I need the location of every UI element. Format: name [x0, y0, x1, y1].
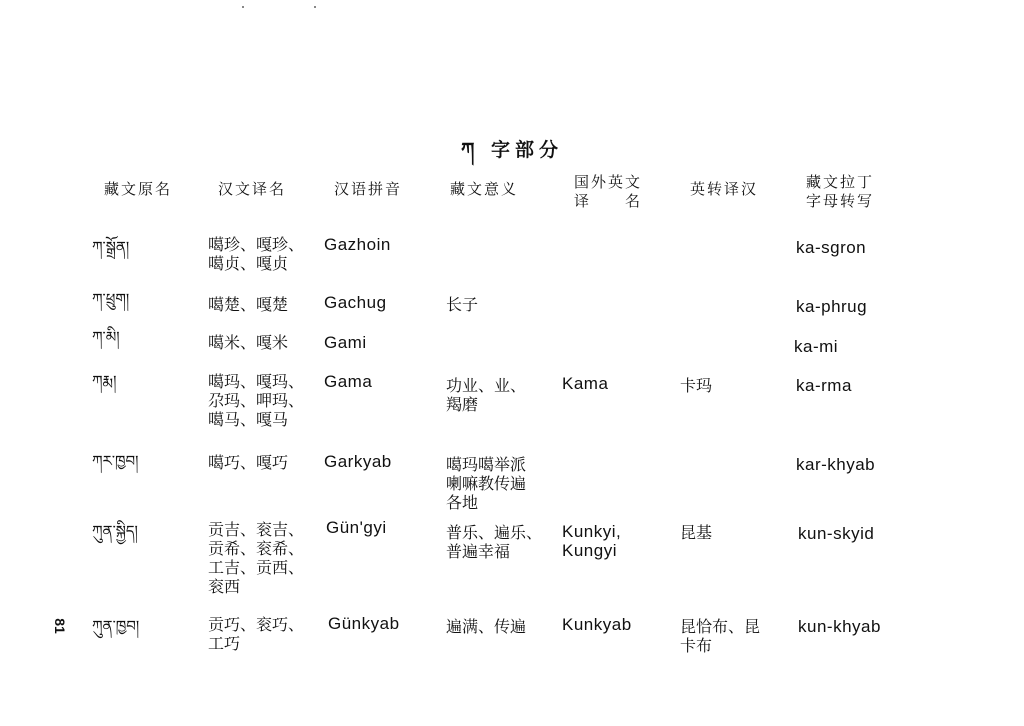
cell-pinyin: Gama [324, 372, 373, 391]
cell-chinese: 噶米、嘎米 [208, 333, 289, 352]
header-latin: 藏文拉丁 字母转写 [806, 173, 875, 210]
cell-chinese: 噶玛、嘎玛、 尕玛、呷玛、 噶马、嘎马 [208, 372, 305, 429]
cell-tibetan: ཀ་མི། [92, 328, 120, 346]
cell-latin: kar-khyab [796, 455, 876, 474]
cell-pinyin: Gachug [324, 293, 387, 312]
cell-tibetan: ཀུན་ཁྱབ། [92, 617, 140, 635]
cell-meaning: 遍满、传遍 [446, 617, 527, 636]
cell-pinyin: Gün'gyi [326, 518, 387, 537]
cell-chinese: 噶珍、嘎珍、 噶贞、嘎贞 [208, 235, 305, 273]
cell-latin: ka-mi [794, 337, 839, 356]
cell-tibetan: ཀར་ཁྱབ། [92, 452, 139, 470]
cell-english: Kunkyi, Kungyi [562, 522, 622, 560]
cell-english: Kunkyab [562, 615, 632, 634]
cell-latin: ka-rma [796, 376, 852, 395]
header-transliteration: 英转译汉 [690, 180, 759, 198]
cell-chinese: 贡吉、衮吉、 贡希、衮希、 工吉、贡西、 衮西 [208, 520, 305, 596]
cell-latin: kun-khyab [798, 617, 881, 636]
cell-pinyin: Gazhoin [324, 235, 391, 254]
cell-tibetan: ཀུན་སྐྱིད། [92, 522, 138, 540]
cell-pinyin: Garkyab [324, 452, 392, 471]
header-chinese-name: 汉文译名 [218, 180, 287, 198]
cell-meaning: 功业、业、 羯磨 [446, 376, 527, 414]
cell-transliteration: 卡玛 [680, 376, 713, 395]
cell-tibetan: ཀརྨ། [92, 372, 117, 390]
header-english-name: 国外英文 译 名 [574, 173, 643, 210]
cell-latin: kun-skyid [798, 524, 875, 543]
cell-latin: ka-phrug [796, 297, 868, 316]
scan-speck [242, 6, 244, 8]
cell-pinyin: Gami [324, 333, 367, 352]
cell-tibetan: ཀ་སྒྲོན། [92, 238, 130, 256]
cell-transliteration: 昆恰布、昆 卡布 [680, 617, 761, 655]
cell-meaning: 长子 [446, 295, 479, 314]
cell-transliteration: 昆基 [680, 523, 713, 542]
page-number: 81 [51, 618, 68, 634]
cell-meaning: 普乐、遍乐、 普遍幸福 [446, 523, 543, 561]
header-meaning: 藏文意义 [450, 180, 519, 198]
header-tibetan-name: 藏文原名 [104, 180, 173, 198]
cell-latin: ka-sgron [796, 238, 867, 257]
cell-chinese: 贡巧、衮巧、 工巧 [208, 615, 305, 653]
cell-chinese: 噶楚、嘎楚 [208, 295, 289, 314]
scan-speck [314, 6, 316, 8]
cell-meaning: 噶玛噶举派 喇嘛教传遍 各地 [446, 455, 527, 512]
cell-tibetan: ཀ་ཕྲུག། [92, 290, 130, 308]
cell-english: Kama [562, 374, 609, 393]
page-title: ཀ 字部分 [461, 139, 563, 161]
cell-chinese: 噶巧、嘎巧 [208, 453, 289, 472]
cell-pinyin: Günkyab [328, 614, 400, 633]
header-pinyin: 汉语拼音 [334, 180, 403, 198]
